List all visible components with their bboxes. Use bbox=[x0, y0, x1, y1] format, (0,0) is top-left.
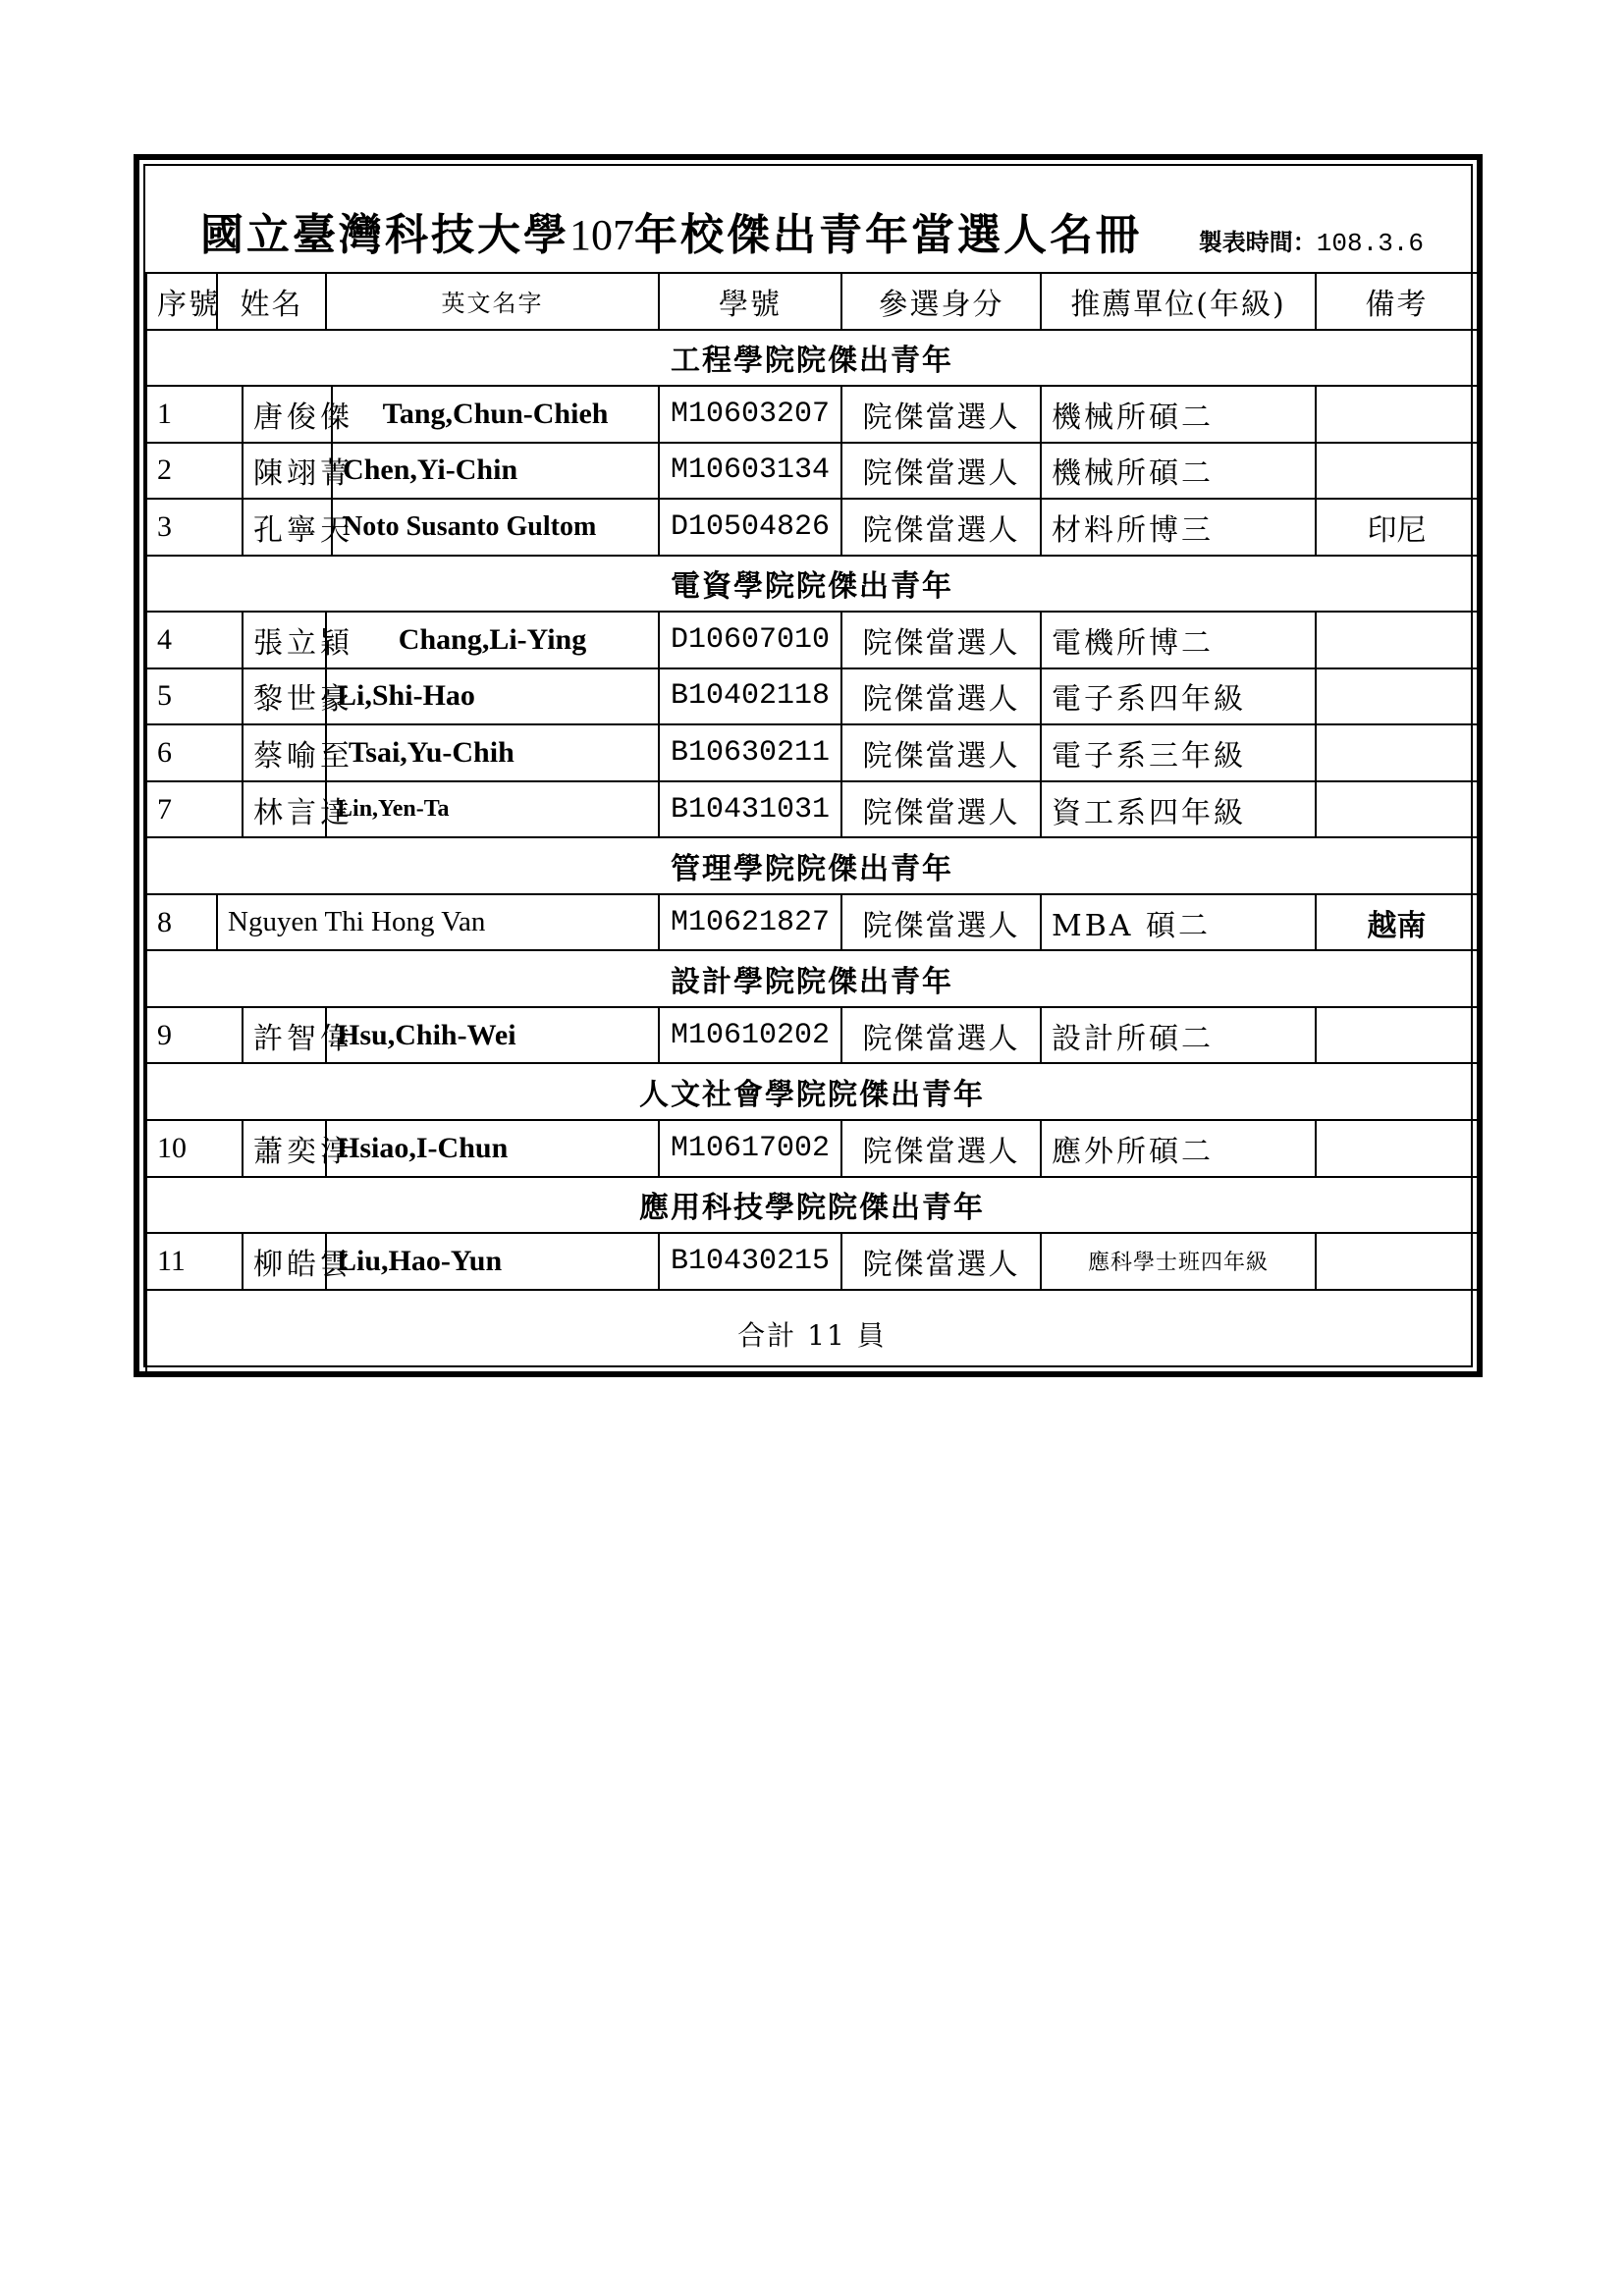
cell-role: 院傑當選人 bbox=[841, 499, 1041, 556]
header-name: 姓名 bbox=[217, 273, 326, 330]
header-remark: 備考 bbox=[1316, 273, 1478, 330]
cell-remark bbox=[1316, 386, 1478, 443]
made-time-value: 108.3.6 bbox=[1316, 229, 1424, 258]
section-row bbox=[146, 556, 1478, 613]
made-time-label: 製表時間： bbox=[1198, 228, 1317, 256]
cell-no: 3 bbox=[146, 499, 243, 556]
cell-english-name: Noto Susanto Gultom bbox=[332, 499, 659, 556]
cell-english-name: Chen,Yi-Chin bbox=[332, 443, 659, 500]
table-row bbox=[146, 668, 1478, 725]
cell-remark bbox=[1316, 724, 1478, 781]
cell-english-name: Chang,Li-Ying bbox=[326, 612, 659, 668]
table-row bbox=[146, 1007, 1478, 1064]
cell-remark bbox=[1316, 443, 1478, 500]
header-role: 參選身分 bbox=[841, 273, 1041, 330]
cell-name: 孔寧天 bbox=[243, 499, 332, 556]
section-row bbox=[146, 1063, 1478, 1120]
document-inner-frame bbox=[143, 164, 1473, 1367]
section-applied: 應用科技學院院傑出青年 bbox=[146, 1177, 1478, 1234]
cell-student-id: M10621827 bbox=[659, 894, 841, 951]
cell-unit: 資工系四年級 bbox=[1041, 781, 1316, 838]
cell-english-name: Lin,Yen-Ta bbox=[326, 781, 659, 838]
cell-name: 蕭奕淳 bbox=[243, 1120, 326, 1177]
table-row bbox=[146, 781, 1478, 838]
cell-english-name: Liu,Hao-Yun bbox=[326, 1233, 659, 1290]
cell-no: 7 bbox=[146, 781, 243, 838]
section-row bbox=[146, 1177, 1478, 1234]
cell-remark bbox=[1316, 612, 1478, 668]
header-student-id: 學號 bbox=[659, 273, 841, 330]
cell-role: 院傑當選人 bbox=[841, 724, 1041, 781]
title-suffix: 年校傑出青年當選人名冊 bbox=[634, 210, 1142, 260]
title-row bbox=[145, 166, 1471, 272]
table-row bbox=[146, 894, 1478, 951]
section-row bbox=[146, 330, 1478, 387]
table-row bbox=[146, 724, 1478, 781]
table-row bbox=[146, 386, 1478, 443]
header-no: 序號 bbox=[146, 273, 217, 330]
cell-unit: 應外所碩二 bbox=[1041, 1120, 1316, 1177]
cell-remark bbox=[1316, 781, 1478, 838]
cell-unit: 電子系四年級 bbox=[1041, 668, 1316, 725]
cell-student-id: D10504826 bbox=[659, 499, 841, 556]
cell-english-name: Li,Shi-Hao bbox=[326, 668, 659, 725]
title-prefix: 國立臺灣科技大學 bbox=[200, 210, 569, 260]
document-title bbox=[200, 199, 1142, 262]
cell-no: 10 bbox=[146, 1120, 243, 1177]
cell-remark bbox=[1316, 1120, 1478, 1177]
cell-student-id: B10630211 bbox=[659, 724, 841, 781]
section-row bbox=[146, 950, 1478, 1007]
section-row bbox=[146, 837, 1478, 894]
section-eecs: 電資學院院傑出青年 bbox=[146, 556, 1478, 613]
cell-student-id: M10617002 bbox=[659, 1120, 841, 1177]
header-english-name: 英文名字 bbox=[326, 273, 659, 330]
cell-student-id: D10607010 bbox=[659, 612, 841, 668]
cell-no: 8 bbox=[146, 894, 217, 951]
cell-remark bbox=[1316, 1007, 1478, 1064]
cell-unit: 設計所碩二 bbox=[1041, 1007, 1316, 1064]
cell-no: 5 bbox=[146, 668, 243, 725]
cell-student-id: M10603207 bbox=[659, 386, 841, 443]
cell-no: 2 bbox=[146, 443, 243, 500]
cell-unit: MBA 碩二 bbox=[1041, 894, 1316, 951]
cell-name: 張立穎 bbox=[243, 612, 326, 668]
roster-table bbox=[145, 272, 1479, 1377]
cell-role: 院傑當選人 bbox=[841, 668, 1041, 725]
cell-no: 1 bbox=[146, 386, 243, 443]
cell-no: 9 bbox=[146, 1007, 243, 1064]
cell-role: 院傑當選人 bbox=[841, 612, 1041, 668]
cell-unit: 機械所碩二 bbox=[1041, 386, 1316, 443]
cell-name: 唐俊傑 bbox=[243, 386, 332, 443]
cell-student-id: B10430215 bbox=[659, 1233, 841, 1290]
cell-student-id: M10610202 bbox=[659, 1007, 841, 1064]
cell-role: 院傑當選人 bbox=[841, 1233, 1041, 1290]
total-count: 合計 11 員 bbox=[146, 1290, 1478, 1377]
cell-name: 蔡喻至 bbox=[243, 724, 326, 781]
made-time bbox=[1199, 223, 1424, 258]
section-design: 設計學院院傑出青年 bbox=[146, 950, 1478, 1007]
cell-role: 院傑當選人 bbox=[841, 443, 1041, 500]
cell-remark: 越南 bbox=[1316, 894, 1478, 951]
table-row bbox=[146, 1120, 1478, 1177]
cell-student-id: M10603134 bbox=[659, 443, 841, 500]
cell-english-name: Hsiao,I-Chun bbox=[326, 1120, 659, 1177]
cell-role: 院傑當選人 bbox=[841, 1120, 1041, 1177]
cell-name: 林言達 bbox=[243, 781, 326, 838]
cell-english-name: Tang,Chun-Chieh bbox=[332, 386, 659, 443]
cell-unit: 材料所博三 bbox=[1041, 499, 1316, 556]
cell-remark bbox=[1316, 668, 1478, 725]
cell-role: 院傑當選人 bbox=[841, 781, 1041, 838]
section-engineering: 工程學院院傑出青年 bbox=[146, 330, 1478, 387]
table-row bbox=[146, 612, 1478, 668]
table-row bbox=[146, 499, 1478, 556]
cell-student-id: B10402118 bbox=[659, 668, 841, 725]
cell-student-id: B10431031 bbox=[659, 781, 841, 838]
cell-name: 黎世豪 bbox=[243, 668, 326, 725]
cell-no: 6 bbox=[146, 724, 243, 781]
title-year: 107 bbox=[569, 211, 634, 259]
table-row bbox=[146, 443, 1478, 500]
cell-role: 院傑當選人 bbox=[841, 386, 1041, 443]
cell-unit: 電子系三年級 bbox=[1041, 724, 1316, 781]
cell-english-name: Tsai,Yu-Chih bbox=[326, 724, 659, 781]
cell-name: 陳翊菁 bbox=[243, 443, 332, 500]
cell-role: 院傑當選人 bbox=[841, 1007, 1041, 1064]
total-row bbox=[146, 1290, 1478, 1377]
cell-role: 院傑當選人 bbox=[841, 894, 1041, 951]
cell-remark bbox=[1316, 1233, 1478, 1290]
cell-no: 4 bbox=[146, 612, 243, 668]
cell-name: 柳皓雲 bbox=[243, 1233, 326, 1290]
cell-english-name: Hsu,Chih-Wei bbox=[326, 1007, 659, 1064]
cell-unit: 機械所碩二 bbox=[1041, 443, 1316, 500]
cell-english-name: Nguyen Thi Hong Van bbox=[217, 894, 659, 951]
cell-unit: 應科學士班四年級 bbox=[1041, 1233, 1316, 1290]
header-unit: 推薦單位(年級) bbox=[1041, 273, 1316, 330]
cell-remark: 印尼 bbox=[1316, 499, 1478, 556]
section-management: 管理學院院傑出青年 bbox=[146, 837, 1478, 894]
cell-unit: 電機所博二 bbox=[1041, 612, 1316, 668]
section-humanities: 人文社會學院院傑出青年 bbox=[146, 1063, 1478, 1120]
cell-no: 11 bbox=[146, 1233, 243, 1290]
document-frame bbox=[134, 154, 1483, 1377]
table-row bbox=[146, 1233, 1478, 1290]
cell-name: 許智偉 bbox=[243, 1007, 326, 1064]
header-row bbox=[146, 273, 1478, 330]
